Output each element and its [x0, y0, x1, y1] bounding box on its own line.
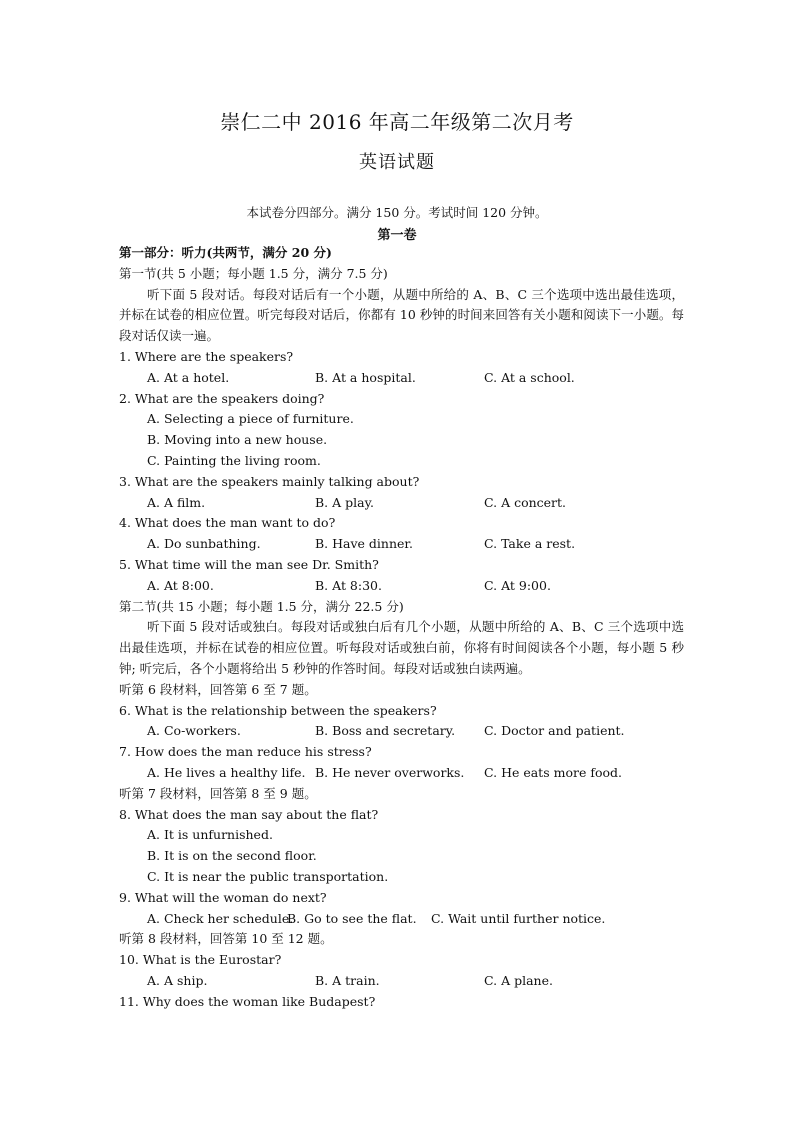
option-b: B. Have dinner. — [315, 536, 413, 552]
material-6-note: 听第 6 段材料，回答第 6 至 7 题。 — [119, 681, 317, 697]
question-1-stem: 1. Where are the speakers? — [119, 348, 294, 364]
section1-heading: 第一节(共 5 小题；每小题 1.5 分，满分 7.5 分) — [119, 265, 388, 281]
question-2-stem: 2. What are the speakers doing? — [119, 390, 325, 406]
option-b: B. It is on the second floor. — [147, 848, 317, 864]
question-10-options — [119, 971, 684, 992]
question-9-stem: 9. What will the woman do next? — [119, 889, 327, 905]
option-b: B. A train. — [315, 972, 380, 988]
option-a: A. A film. — [147, 494, 206, 510]
option-c: C. At 9:00. — [484, 577, 551, 593]
option-b: B. At 8:30. — [315, 577, 382, 593]
option-a: A. Do sunbathing. — [147, 536, 261, 552]
option-c: C. Doctor and patient. — [484, 723, 625, 739]
option-c: C. Wait until further notice. — [431, 910, 606, 926]
material-8-note: 听第 8 段材料，回答第 10 至 12 题。 — [119, 931, 333, 947]
exam-subtitle: 英语试题 — [359, 152, 435, 173]
option-c: C. A concert. — [484, 494, 567, 510]
question-5-stem: 5. What time will the man see Dr. Smith? — [119, 556, 379, 572]
question-6-stem: 6. What is the relationship between the speakers? — [119, 702, 437, 718]
option-a: A. Selecting a piece of furniture. — [147, 411, 354, 427]
option-a: A. Check her schedule. — [147, 910, 294, 926]
option-b: B. He never overworks. — [315, 764, 465, 780]
question-7-stem: 7. How does the man reduce his stress? — [119, 744, 372, 760]
option-a: A. At 8:00. — [147, 577, 214, 593]
option-b: B. At a hospital. — [315, 369, 416, 385]
question-6-options — [119, 721, 684, 742]
exam-intro: 本试卷分四部分。满分 150 分。考试时间 120 分钟。 — [246, 205, 548, 220]
option-b: B. Moving into a new house. — [147, 432, 328, 448]
part1-heading: 第一部分：听力(共两节，满分 20 分) — [119, 245, 332, 260]
option-a: A. Co-workers. — [147, 723, 241, 739]
question-1-options — [119, 368, 684, 389]
question-5-options — [119, 576, 684, 597]
question-3-stem: 3. What are the speakers mainly talking about? — [119, 473, 420, 489]
option-b: B. Go to see the flat. — [287, 910, 417, 926]
exam-title: 崇仁二中 2016 年高二年级第二次月考 — [220, 110, 574, 134]
question-8-stem: 8. What does the man say about the flat? — [119, 806, 379, 822]
option-a: A. He lives a healthy life. — [147, 764, 306, 780]
section1-instructions: 听下面 5 段对话。每段对话后有一个小题，从题中所给的 A、B、C 三个选项中选出最佳选项，并标在试卷的相应位置。听完每段对话后，你都有 10 秒钟的时间来回答有关小题和阅读下一小题。每段对话仅读一遍。 — [119, 286, 684, 344]
option-b: B. Boss and secretary. — [315, 723, 456, 739]
option-a: A. A ship. — [147, 972, 208, 988]
question-10-stem: 10. What is the Eurostar? — [119, 952, 282, 968]
section2-heading: 第二节(共 15 小题；每小题 1.5 分，满分 22.5 分) — [119, 598, 404, 614]
question-9-options — [119, 909, 684, 930]
question-4-stem: 4. What does the man want to do? — [119, 515, 336, 531]
option-c: C. It is near the public transportation. — [147, 868, 389, 884]
option-b: B. A play. — [315, 494, 374, 510]
option-c: C. He eats more food. — [484, 764, 622, 780]
option-a: A. At a hotel. — [147, 369, 230, 385]
exam-content — [119, 243, 684, 1012]
option-a: A. It is unfurnished. — [147, 827, 273, 843]
material-7-note: 听第 7 段材料，回答第 8 至 9 题。 — [119, 785, 317, 801]
question-3-options — [119, 493, 684, 514]
volume-heading: 第一卷 — [377, 228, 417, 243]
question-11-stem: 11. Why does the woman like Budapest? — [119, 993, 376, 1009]
option-c: C. Painting the living room. — [147, 452, 321, 468]
question-7-options — [119, 763, 684, 784]
option-c: C. Take a rest. — [484, 536, 576, 552]
option-c: C. A plane. — [484, 972, 553, 988]
section2-instructions: 听下面 5 段对话或独白。每段对话或独白后有几个小题，从题中所给的 A、B、C 三个选项中选出最佳选项，并标在试卷的相应位置。听每段对话或独白前，你将有时间阅读各个小题，每小题 5 秒钟; 听完后，各个小题将给出 5 秒钟的作答时间。每段对话或独白读两遍。 — [119, 619, 684, 676]
option-c: C. At a school. — [484, 369, 575, 385]
question-4-options — [119, 534, 684, 555]
